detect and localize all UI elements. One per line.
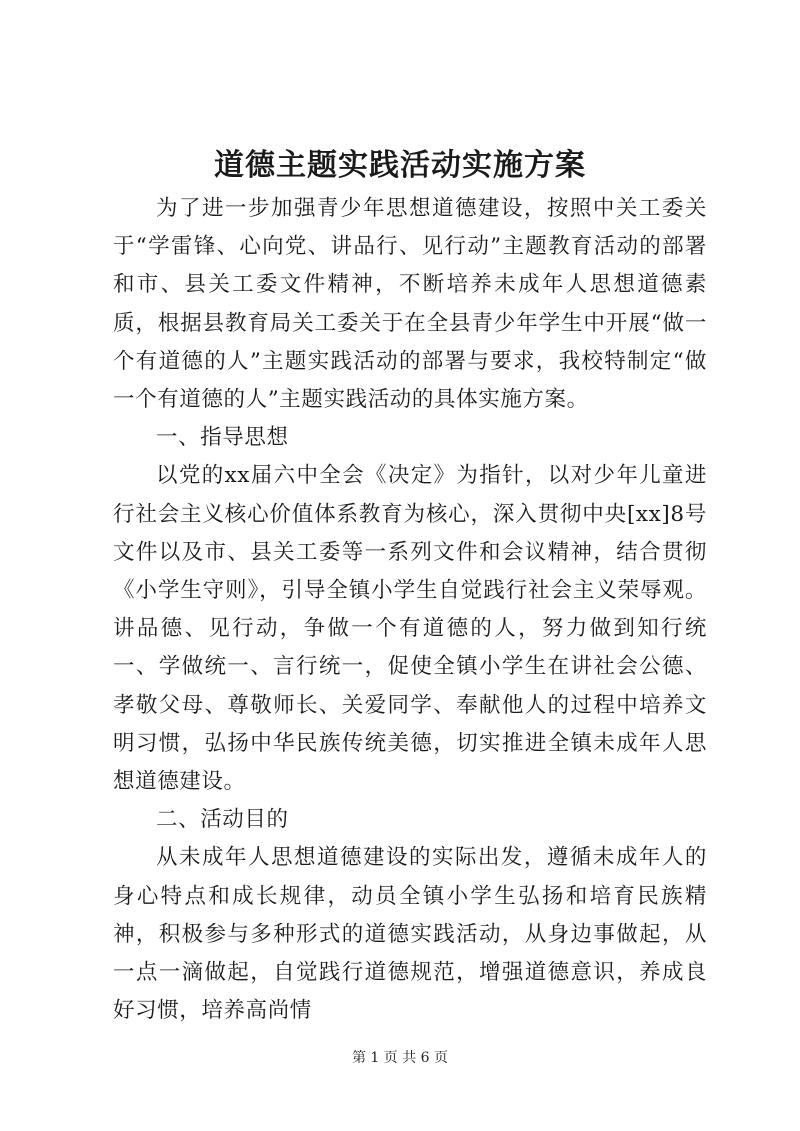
section-heading-guiding-ideology: 一、指导思想 (156, 425, 289, 451)
paragraph-intro: 为了进一步加强青少年思想道德建设，按照中关工委关于“学雷锋、心向党、讲品行、见行动”主题教育活动的部署和市、县关工委文件精神，不断培养未成年人思想道德素质，根据县教育局关工委关于在全县青少年学生中开展“做一个有道德的人”主题实践活动的部署与要求，我校特制定“做一个有道德的人”主题实践活动的具体实施方案。 (113, 196, 707, 413)
document-title: 道德主题实践活动实施方案 (214, 148, 586, 183)
page-number-footer: 第 1 页 共 6 页 (351, 1050, 449, 1066)
paragraph-activity-purpose: 从未成年人思想道德建设的实际出发，遵循未成年人的身心特点和成长规律，动员全镇小学生弘扬和培育民族精神，积极参与多种形式的道德实践活动，从身边事做起，从一点一滴做起，自觉践行道德规范，增强道德意识，养成良好习惯，培养高尚情 (113, 845, 707, 1024)
document-body (113, 190, 707, 1030)
paragraph-guiding-ideology: 以党的xx届六中全会《决定》为指针，以对少年儿童进行社会主义核心价值体系教育为核心，深入贯彻中央[xx]8号文件以及市、县关工委等一系列文件和会议精神，结合贯彻《小学生守则》，引导全镇小学生自觉践行社会主义荣辱观。讲品德、见行动，争做一个有道德的人，努力做到知行统一、学做统一、言行统一，促使全镇小学生在讲社会公德、孝敬父母、尊敬师长、关爱同学、奉献他人的过程中培养文明习惯，弘扬中华民族传统美德，切实推进全镇未成年人思想道德建设。 (113, 463, 707, 795)
section-heading-activity-purpose: 二、活动目的 (156, 807, 289, 833)
